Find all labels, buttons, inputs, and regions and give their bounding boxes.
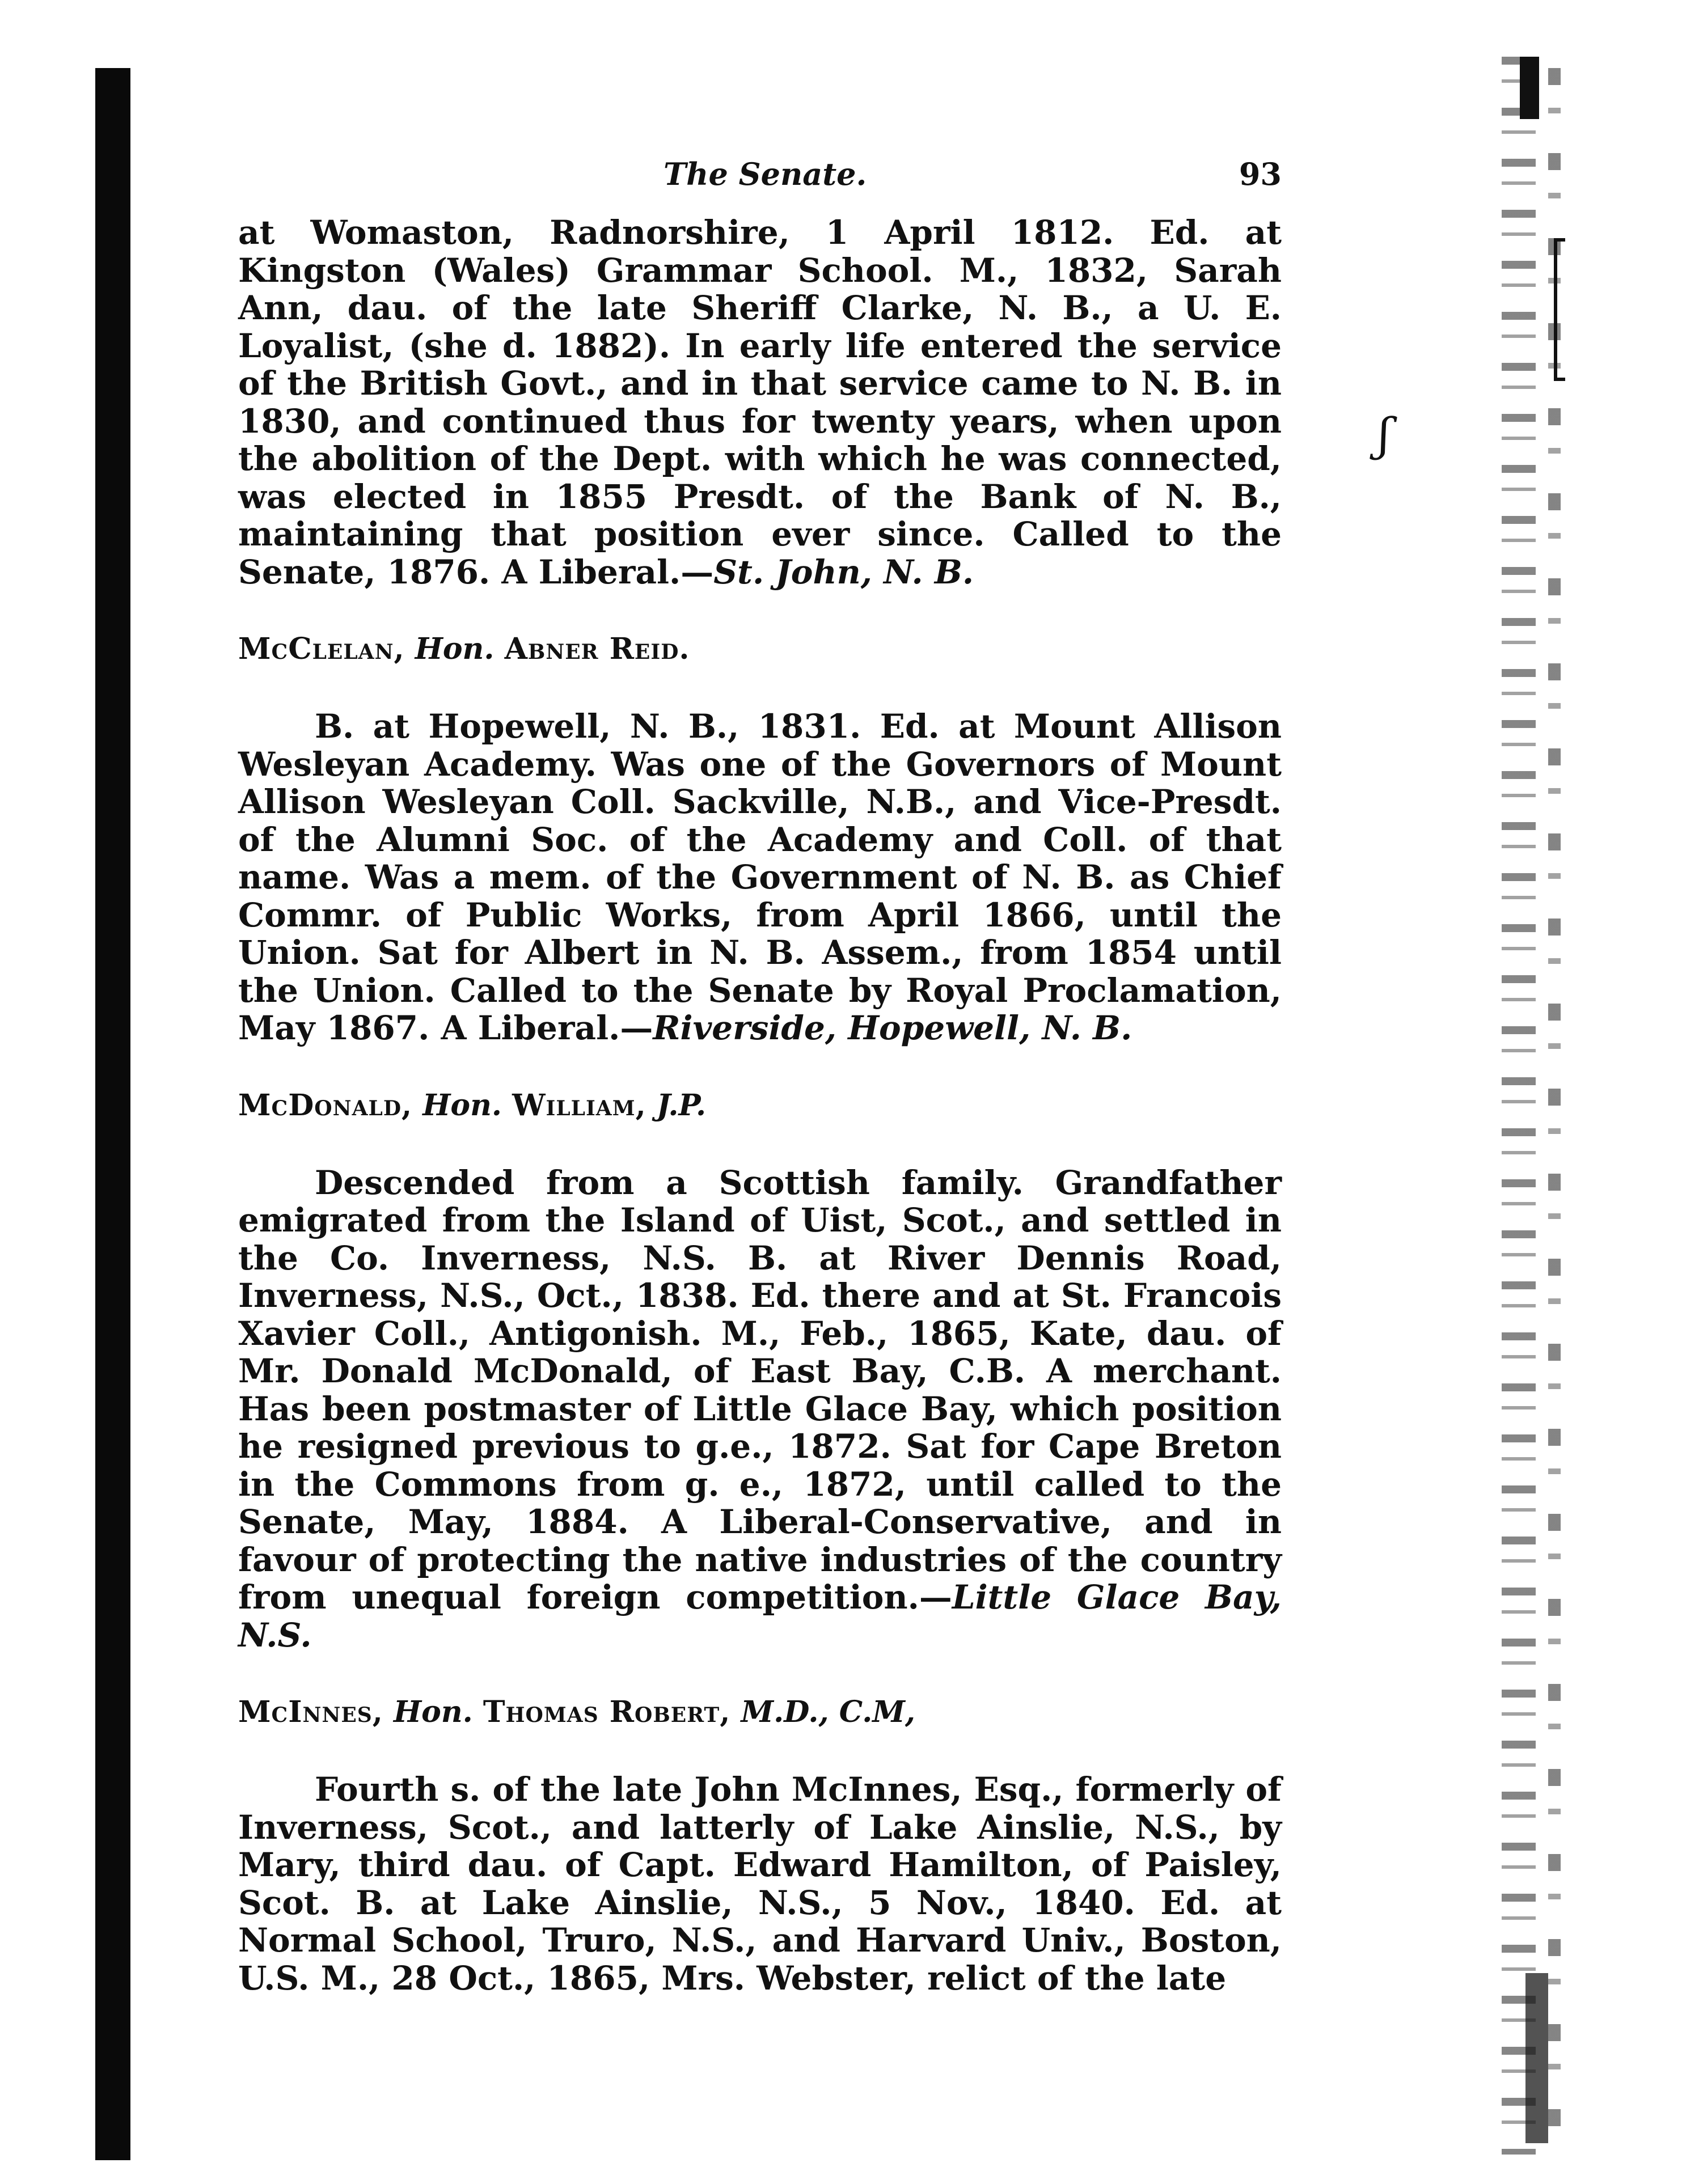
pencil-mark: ʃ bbox=[1378, 408, 1391, 461]
entry-surname: McClelan, bbox=[238, 632, 405, 666]
entry-residence: Riverside, Hopewell, N. B. bbox=[653, 1009, 1132, 1047]
entry-body-mcinnes bbox=[238, 1771, 1282, 1997]
scan-mark-top-right bbox=[1520, 57, 1539, 119]
entry-suffix: J.P. bbox=[656, 1087, 707, 1123]
page-content bbox=[238, 156, 1282, 1997]
entry-heading-mcclelan bbox=[238, 630, 1282, 668]
page-number: 93 bbox=[1239, 156, 1282, 192]
entry-body-mcdonald bbox=[238, 1164, 1282, 1654]
entry-suffix: M.D., C.M, bbox=[741, 1695, 915, 1729]
entry-heading-mcinnes bbox=[238, 1694, 1282, 1731]
entry-text: B. at Hopewell, N. B., 1831. Ed. at Mount Allison Wesleyan Academy. Was one of the Governors of Mount Allison Wesleyan Coll. Sackville, N.B., and Vice-Presdt. of the Alumni Soc. of the Academy and Coll. of that name. Was a mem. of the Government of N. B. as Chief Commr. of Public Works, from April 1866, until the Union. Sat for Albert in N. B. Assem., from 1854 until the Union. Called to the Senate by Royal Proclamation, May 1867. A Liberal.— bbox=[238, 707, 1282, 1047]
entry-residence: Little Glace Bay, N.S. bbox=[238, 1578, 1282, 1654]
entry-given-names: Thomas Robert, bbox=[483, 1695, 731, 1729]
entry-given-names: Abner Reid. bbox=[504, 632, 690, 666]
entry-surname: McInnes, bbox=[238, 1695, 383, 1729]
continued-entry bbox=[238, 214, 1282, 591]
entry-honorific: Hon. bbox=[415, 632, 495, 666]
continued-entry-residence: St. John, N. B. bbox=[713, 552, 974, 591]
scan-shadow-left bbox=[95, 68, 130, 2160]
entry-honorific: Hon. bbox=[394, 1695, 473, 1729]
entry-given-names: William, bbox=[512, 1087, 646, 1123]
running-title: The Senate. bbox=[663, 156, 867, 192]
scan-bracket-mark bbox=[1554, 238, 1565, 381]
scan-mark-bottom-right bbox=[1525, 1973, 1548, 2143]
scan-edge-right bbox=[1502, 57, 1536, 2155]
entry-heading-mcdonald bbox=[238, 1087, 1282, 1124]
running-head bbox=[238, 156, 1282, 196]
continued-entry-text: at Womaston, Radnorshire, 1 April 1812. Ed. at Kingston (Wales) Grammar School. M., 1832, Sarah Ann, dau. of the late Sheriff Clarke, N. B., a U. E. Loyalist, (she d. 1882). In early life entered the service of the British Govt., and in that service came to N. B. in 1830, and continued thus for twenty years, when upon the abolition of the Dept. with which he was connected, was elected in 1855 Presdt. of the Bank of N. B., maintaining that position ever since. Called to the Senate, 1876. A Liberal.— bbox=[238, 213, 1282, 591]
entry-surname: McDonald, bbox=[238, 1087, 413, 1123]
entry-text: Descended from a Scottish family. Grandfather emigrated from the Island of Uist, Scot., and settled in the Co. Inverness, N.S. B. at River Dennis Road, Inverness, N.S., Oct., 1838. Ed. there and at St. Francois Xavier Coll., Antigonish. M., Feb., 1865, Kate, dau. of Mr. Donald McDonald, of East Bay, C.B. A merchant. Has been postmaster of Little Glace Bay, which position he resigned previous to g.e., 1872. Sat for Cape Breton in the Commons from g. e., 1872, until called to the Senate, May, 1884. A Liberal-Conservative, and in favour of protecting the native industries of the country from unequal foreign competition.— bbox=[238, 1163, 1282, 1616]
entry-honorific: Hon. bbox=[422, 1087, 502, 1123]
entry-body-mcclelan bbox=[238, 708, 1282, 1047]
entry-text: Fourth s. of the late John McInnes, Esq., formerly of Inverness, Scot., and latterly of Lake Ainslie, N.S., by Mary, third dau. of Capt. Edward Hamilton, of Paisley, Scot. B. at Lake Ainslie, N.S., 5 Nov., 1840. Ed. at Normal School, Truro, N.S., and Harvard Univ., Boston, U.S. M., 28 Oct., 1865, Mrs. Webster, relict of the late bbox=[238, 1770, 1282, 1997]
